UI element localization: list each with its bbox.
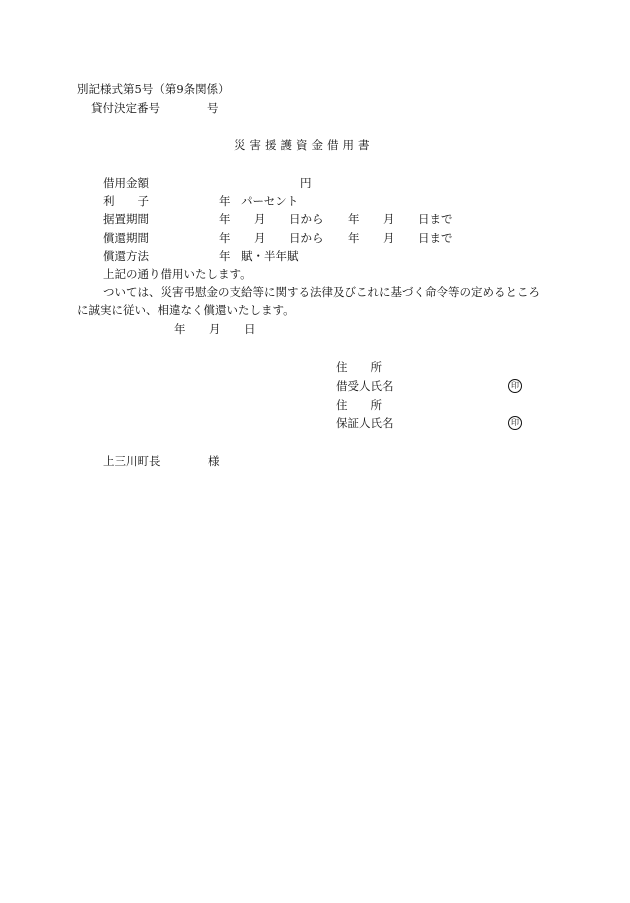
amount-label: 借用金額 [103,176,149,190]
repayment-label: 償還期間 [103,231,149,245]
method-label: 償還方法 [103,249,149,263]
deferment-end-month: 月 [383,212,395,226]
document-title: 災害援護資金借用書 [234,138,374,152]
repayment-start-day: 日から [289,231,324,245]
date-day: 日 [244,322,256,336]
method-year: 年 [219,249,231,263]
form-number: 別記様式第5号（第9条関係） [77,82,230,96]
borrower-address-label: 住 所 [336,360,382,374]
borrower-name-label: 借受人氏名 [336,379,394,393]
repayment-end-year: 年 [348,231,360,245]
body-line-3: に誠実に従い、相違なく償還いたします。 [77,303,295,317]
deferment-label: 据置期間 [103,212,149,226]
borrower-seal-icon: 印 [508,379,522,393]
deferment-start-month: 月 [254,212,266,226]
repayment-end-month: 月 [383,231,395,245]
deferment-start-year: 年 [219,212,231,226]
decision-number-suffix: 号 [207,101,219,115]
body-line-1: 上記の通り借用いたします。 [103,267,252,281]
deferment-start-day: 日から [289,212,324,226]
interest-year: 年 [219,194,231,208]
repayment-end-day: 日まで [418,231,453,245]
addressee-honorific: 様 [208,454,220,468]
method-value: 賦・半年賦 [241,249,299,263]
date-year: 年 [174,322,186,336]
guarantor-seal-icon: 印 [508,416,522,430]
body-line-2: ついては、災害弔慰金の支給等に関する法律及びこれに基づく命令等の定めるところ [103,285,540,299]
date-month: 月 [209,322,221,336]
guarantor-address-label: 住 所 [336,398,382,412]
amount-unit: 円 [300,176,312,190]
deferment-end-day: 日まで [418,212,453,226]
interest-label: 利 子 [103,194,149,208]
addressee-name: 上三川町長 [103,454,161,468]
repayment-start-year: 年 [219,231,231,245]
repayment-start-month: 月 [254,231,266,245]
guarantor-name-label: 保証人氏名 [336,416,394,430]
decision-number-label: 貸付決定番号 [91,101,160,115]
deferment-end-year: 年 [348,212,360,226]
interest-unit: パーセント [241,194,299,208]
